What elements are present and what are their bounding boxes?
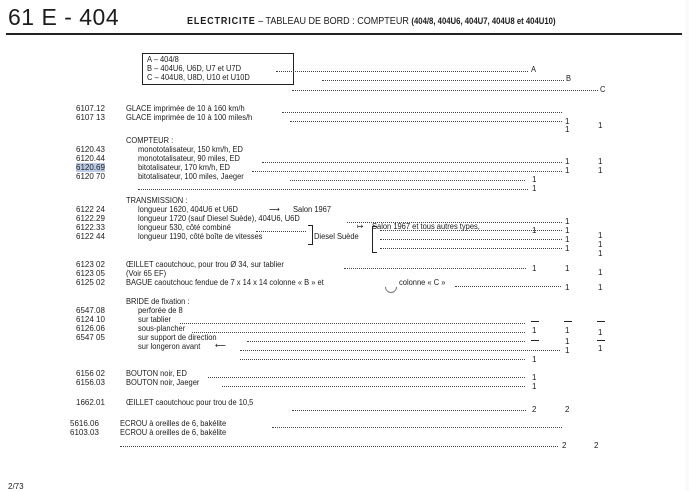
qty-col-c: 1 (598, 328, 603, 337)
leader (247, 341, 525, 342)
qty-col-b: 2 (562, 441, 567, 450)
leader (380, 230, 562, 231)
qty-col-a: 1 (532, 373, 537, 382)
title-models: (404/8, 404U6, 404U7, 404U8 et 404U10) (411, 16, 556, 26)
ref-number: 6120.44 (76, 154, 105, 163)
qty-col-b: 1 (565, 337, 570, 346)
leader (344, 268, 526, 269)
qty-col-b: 1 (565, 244, 570, 253)
qty-col-c: 1 (598, 283, 603, 292)
dash-mark (564, 321, 572, 322)
leader (208, 377, 525, 378)
part-description: (Voir 65 EF) (126, 269, 167, 278)
leader (276, 71, 528, 72)
ref-number: 5616.06 (70, 419, 99, 428)
part-description: bitotalisateur, 100 miles, Jaeger (138, 172, 244, 181)
dash-mark (597, 321, 605, 322)
leader (222, 386, 525, 387)
part-description: ŒILLET caoutchouc, pour trou Ø 34, sur tablier (126, 260, 284, 269)
qty-col-b: 1 (565, 157, 570, 166)
ref-number: 6123 02 (76, 260, 105, 269)
qty-col-b: 1 (565, 326, 570, 335)
qty-col-c: 1 (598, 166, 603, 175)
bracket (308, 225, 313, 245)
ref-number: 6103.03 (70, 428, 99, 437)
qty-col-c: 1 (598, 249, 603, 258)
page-date: 2/73 (8, 482, 24, 491)
leader (256, 231, 306, 232)
qty-col-a: 2 (532, 405, 537, 414)
ref-number: 6126.06 (76, 324, 105, 333)
leader (292, 410, 526, 411)
leader (192, 332, 525, 333)
part-description: GLACE imprimée de 10 à 100 miles/h (126, 113, 253, 122)
qty-col-b: 1 (565, 283, 570, 292)
qty-col-b: 2 (565, 405, 570, 414)
leader (290, 180, 525, 181)
part-description: longueur 530, côté combiné (138, 223, 231, 232)
title-sub: – TABLEAU DE BORD : COMPTEUR (255, 15, 412, 27)
qty-col-a: 1 (532, 355, 537, 364)
leader (240, 359, 525, 360)
part-note: Salon 1967 et tous autres types, (372, 222, 480, 231)
dash-mark (531, 321, 539, 322)
arrow-icon: ↦ (357, 222, 364, 231)
part-description: BOUTON noir, ED (126, 369, 187, 378)
part-description: longueur 1720 (sauf Diesel Suède), 404U6, U6D (138, 214, 300, 223)
legend-line-a: A – 404/8 (147, 55, 179, 64)
ref-number: 6547 05 (76, 333, 105, 342)
section-heading: BRIDE de fixation : (126, 297, 190, 306)
ref-number: 6122 44 (76, 232, 105, 241)
qty-col-a: 1 (532, 264, 537, 273)
ref-number: 6547.08 (76, 306, 105, 315)
part-description: longueur 1190, côté boîte de vitesses (138, 232, 263, 241)
qty-col-a: 1 (532, 175, 537, 184)
leader (180, 323, 525, 324)
part-description: bitotalisateur, 170 km/h, ED (138, 163, 230, 172)
leader (282, 112, 562, 113)
qty-col-b: 1 (565, 346, 570, 355)
qty-col-a: 1 (532, 326, 537, 335)
part-description: longueur 1620, 404U6 et U6D (138, 205, 238, 214)
leader (292, 90, 598, 91)
ref-number: 6123 05 (76, 269, 105, 278)
qty-col-c: 1 (598, 240, 603, 249)
qty-col-c: 2 (594, 441, 599, 450)
dash-mark (597, 340, 605, 341)
leader (322, 80, 564, 81)
highlighted-ref: 6120.69 (76, 163, 105, 172)
part-description: monototalisateur, 150 km/h, ED (138, 145, 243, 154)
leader (290, 121, 562, 122)
leader (262, 162, 562, 163)
part-note: Salon 1967 (293, 205, 332, 214)
leader (272, 427, 562, 428)
part-description: GLACE imprimée de 10 à 160 km/h (126, 104, 245, 113)
ref-number: 6122 24 (76, 205, 105, 214)
page-code: 61 E - 404 (8, 4, 120, 30)
qty-col-c: 1 (598, 344, 603, 353)
part-note: colonne « C » (399, 278, 446, 287)
part-description: ŒILLET caoutchouc pour trou de 10,5 (126, 398, 254, 407)
legend-col-b: B (566, 74, 572, 83)
arrow-left-icon: ⟵ (215, 341, 226, 350)
qty-col-c: 1 (598, 268, 603, 277)
qty-col-a: 1 (532, 382, 537, 391)
title-main: ELECTRICITE (187, 15, 256, 27)
part-description: perforée de 8 (138, 306, 183, 315)
ref-number: 6124 10 (76, 315, 105, 324)
part-description: sous-plancher (138, 324, 186, 333)
qty-col-a: 1 (532, 226, 537, 235)
part-description: sur tablier (138, 315, 172, 324)
leader (252, 171, 562, 172)
qty-col-a: 1 (532, 184, 537, 193)
ref-number: 6156.03 (76, 378, 105, 387)
part-note: Diesel Suède (314, 232, 359, 241)
ref-number: 1662.01 (76, 398, 105, 407)
qty-col-c: 1 (598, 231, 603, 240)
qty-col-b: 1 (565, 264, 570, 273)
part-description: monototalisateur, 90 miles, ED (138, 154, 240, 163)
part-description: sur longeron avant (138, 342, 201, 351)
ref-number: 6125 02 (76, 278, 105, 287)
leader (380, 239, 562, 240)
ref-number: 6156 02 (76, 369, 105, 378)
header-rule (6, 33, 682, 35)
qty-col-c: 1 (598, 121, 603, 130)
ring-symbol-icon (383, 279, 400, 296)
leader (240, 350, 560, 351)
section-heading: TRANSMISSION : (126, 196, 188, 205)
ref-number: 6107.12 (76, 104, 105, 113)
part-description: BOUTON noir, Jaeger (126, 378, 200, 387)
leader (455, 286, 561, 287)
qty-col-b: 1 (565, 166, 570, 175)
leader (380, 248, 562, 249)
ref-number: 6107 13 (76, 113, 105, 122)
leader (138, 189, 528, 190)
page-title (187, 15, 556, 27)
ref-number: 6120.43 (76, 145, 105, 154)
ref-number (76, 163, 105, 172)
legend-line-b: B – 404U6, U6D, U7 et U7D (147, 64, 242, 73)
bracket (372, 226, 377, 253)
binder-edge (685, 0, 689, 491)
qty-col-b: 1 (565, 117, 570, 126)
dash-mark (531, 340, 539, 341)
legend-line-c: C – 404U8, U8D, U10 et U10D (147, 73, 250, 82)
part-description: sur support de direction (138, 333, 217, 342)
part-description: ECROU à oreilles de 6, bakélite (120, 428, 227, 437)
qty-col-b: 1 (565, 235, 570, 244)
legend-col-a: A (531, 65, 537, 74)
qty-col-b: 1 (565, 125, 570, 134)
qty-col-b: 1 (565, 217, 570, 226)
qty-col-b: 1 (565, 226, 570, 235)
ref-number: 6122.29 (76, 214, 105, 223)
legend-col-c: C (600, 85, 606, 94)
ref-number: 6122.33 (76, 223, 105, 232)
arrow-icon: ⟶ (269, 205, 280, 214)
section-heading: COMPTEUR : (126, 136, 174, 145)
ref-number: 6120 70 (76, 172, 105, 181)
leader (120, 446, 558, 447)
qty-col-c: 1 (598, 157, 603, 166)
part-description: ECROU à oreilles de 6, bakélite (120, 419, 227, 428)
part-description: BAGUE caoutchouc fendue de 7 x 14 x 14 colonne « B » et (126, 278, 324, 287)
